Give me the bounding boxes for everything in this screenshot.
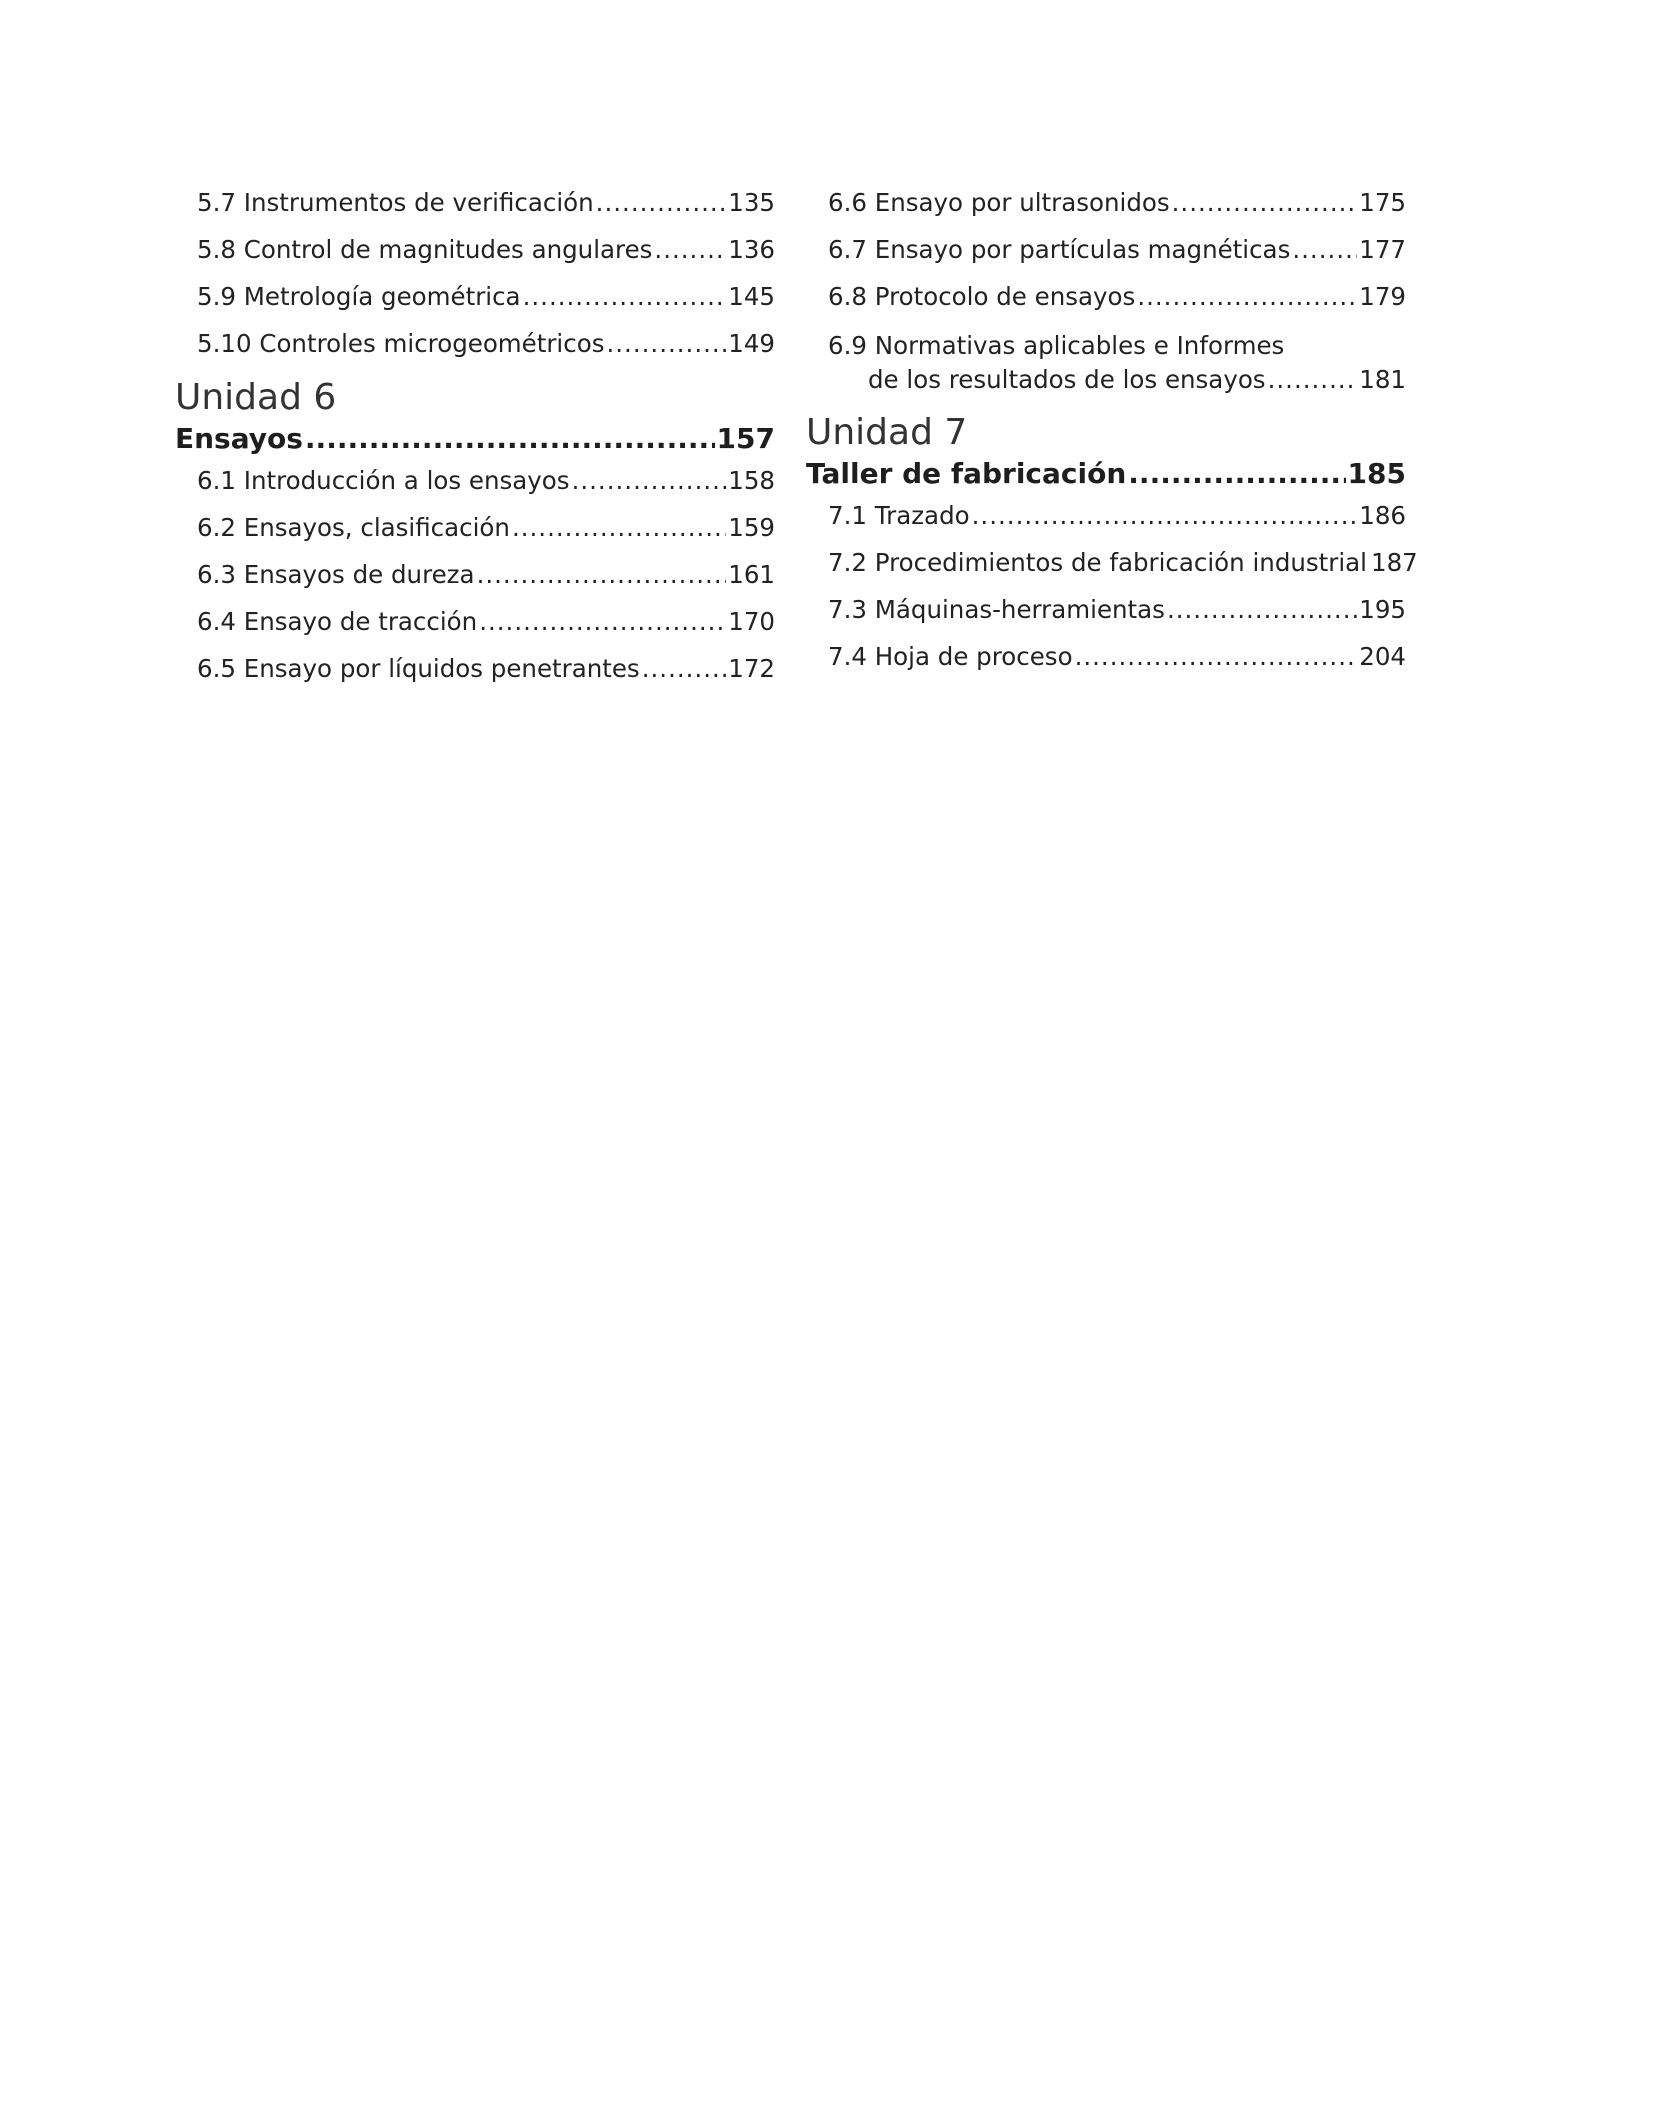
- toc-entry-page: 195: [1359, 595, 1406, 624]
- toc-entry[interactable]: [197, 607, 775, 637]
- toc-entry-text: 6.8 Protocolo de ensayos: [828, 282, 1136, 311]
- toc-entry-page: 135: [728, 188, 775, 217]
- toc-column-left: [175, 188, 775, 701]
- toc-entry-text: 6.6 Ensayo por ultrasonidos: [828, 188, 1170, 217]
- toc-entry[interactable]: [828, 235, 1406, 265]
- toc-entry[interactable]: [197, 329, 775, 359]
- unit-title-text: Ensayos: [175, 422, 303, 455]
- dot-leader: [512, 513, 726, 543]
- toc-entry[interactable]: [828, 282, 1406, 312]
- toc-entry-page: 187: [1370, 548, 1418, 577]
- toc-entry-page: 172: [728, 654, 775, 683]
- toc-entry-text: 7.1 Trazado: [828, 501, 970, 530]
- toc-entry-page: 170: [728, 607, 775, 636]
- toc-entry-text: 6.4 Ensayo de tracción: [197, 607, 478, 636]
- unit-label: Unidad 6: [175, 377, 337, 418]
- unit-title-text: Taller de fabricación: [806, 457, 1127, 490]
- dot-leader: [305, 420, 715, 458]
- toc-entry[interactable]: [197, 513, 775, 543]
- unit-label: Unidad 7: [806, 412, 968, 453]
- toc-entry-text: 6.3 Ensayos de dureza: [197, 560, 475, 589]
- toc-entry-page: 181: [1359, 365, 1406, 394]
- toc-entry[interactable]: [828, 188, 1406, 218]
- toc-entry[interactable]: [828, 501, 1406, 531]
- dot-leader: [572, 466, 727, 496]
- toc-entry-text: 7.2 Procedimientos de fabricación industrial: [828, 548, 1367, 577]
- dot-leader: [479, 607, 726, 637]
- toc-entry-text: 6.5 Ensayo por líquidos penetrantes: [197, 654, 640, 683]
- dot-leader: [1137, 282, 1357, 312]
- toc-entry-text-line2: de los resultados de los ensayos: [868, 365, 1266, 394]
- toc-entry-page: 161: [728, 560, 775, 589]
- toc-entry-page: 177: [1359, 235, 1406, 264]
- toc-entry[interactable]: [197, 466, 775, 496]
- toc-column-right: [806, 188, 1418, 689]
- dot-leader: [523, 282, 727, 312]
- dot-leader: [642, 654, 727, 684]
- toc-entry[interactable]: [197, 654, 775, 684]
- toc-entry-page: 204: [1359, 642, 1406, 671]
- dot-leader: [972, 501, 1358, 531]
- dot-leader: [654, 235, 726, 265]
- toc-entry-text: 5.10 Controles microgeométricos: [197, 329, 605, 358]
- toc-entry-line2: [828, 363, 1406, 397]
- toc-entry[interactable]: [197, 235, 775, 265]
- toc-entry-text: 7.3 Máquinas-herramientas: [828, 595, 1165, 624]
- dot-leader: [1268, 363, 1358, 397]
- toc-entry-page: 149: [728, 329, 775, 358]
- unit-title-entry[interactable]: [806, 455, 1406, 493]
- toc-entry-text: 6.1 Introducción a los ensayos: [197, 466, 570, 495]
- dot-leader: [1128, 455, 1345, 493]
- dot-leader: [1172, 188, 1358, 218]
- dot-leader: [1167, 595, 1357, 625]
- toc-entry-text: 5.9 Metrología geométrica: [197, 282, 521, 311]
- unit-title-entry[interactable]: [175, 420, 775, 458]
- toc-entry-page: 158: [728, 466, 775, 495]
- dot-leader: [477, 560, 727, 590]
- toc-entry-text-line1: 6.9 Normativas aplicables e Informes: [828, 331, 1285, 360]
- toc-entry[interactable]: [828, 642, 1406, 672]
- dot-leader: [1292, 235, 1357, 265]
- toc-entry[interactable]: [828, 595, 1406, 625]
- toc-entry-page: 145: [728, 282, 775, 311]
- toc-entry-multiline[interactable]: [828, 329, 1406, 397]
- toc-entry[interactable]: [197, 188, 775, 218]
- toc-entry[interactable]: [197, 282, 775, 312]
- unit-title-page: 185: [1347, 457, 1406, 490]
- toc-entry-page: 136: [728, 235, 775, 264]
- dot-leader: [606, 329, 726, 359]
- toc-entry-page: 175: [1359, 188, 1406, 217]
- toc-entry[interactable]: [828, 548, 1418, 578]
- dot-leader: [1075, 642, 1358, 672]
- toc-entry-page: 186: [1359, 501, 1406, 530]
- dot-leader: [596, 188, 727, 218]
- toc-entry-text: 5.8 Control de magnitudes angulares: [197, 235, 653, 264]
- toc-entry-text: 6.7 Ensayo por partículas magnéticas: [828, 235, 1291, 264]
- toc-entry-page: 179: [1359, 282, 1406, 311]
- toc-entry-text: 6.2 Ensayos, clasificación: [197, 513, 510, 542]
- toc-entry-page: 159: [728, 513, 775, 542]
- toc-entry-text: 5.7 Instrumentos de verificación: [197, 188, 594, 217]
- unit-title-page: 157: [716, 422, 775, 455]
- toc-entry-text: 7.4 Hoja de proceso: [828, 642, 1073, 671]
- toc-entry[interactable]: [197, 560, 775, 590]
